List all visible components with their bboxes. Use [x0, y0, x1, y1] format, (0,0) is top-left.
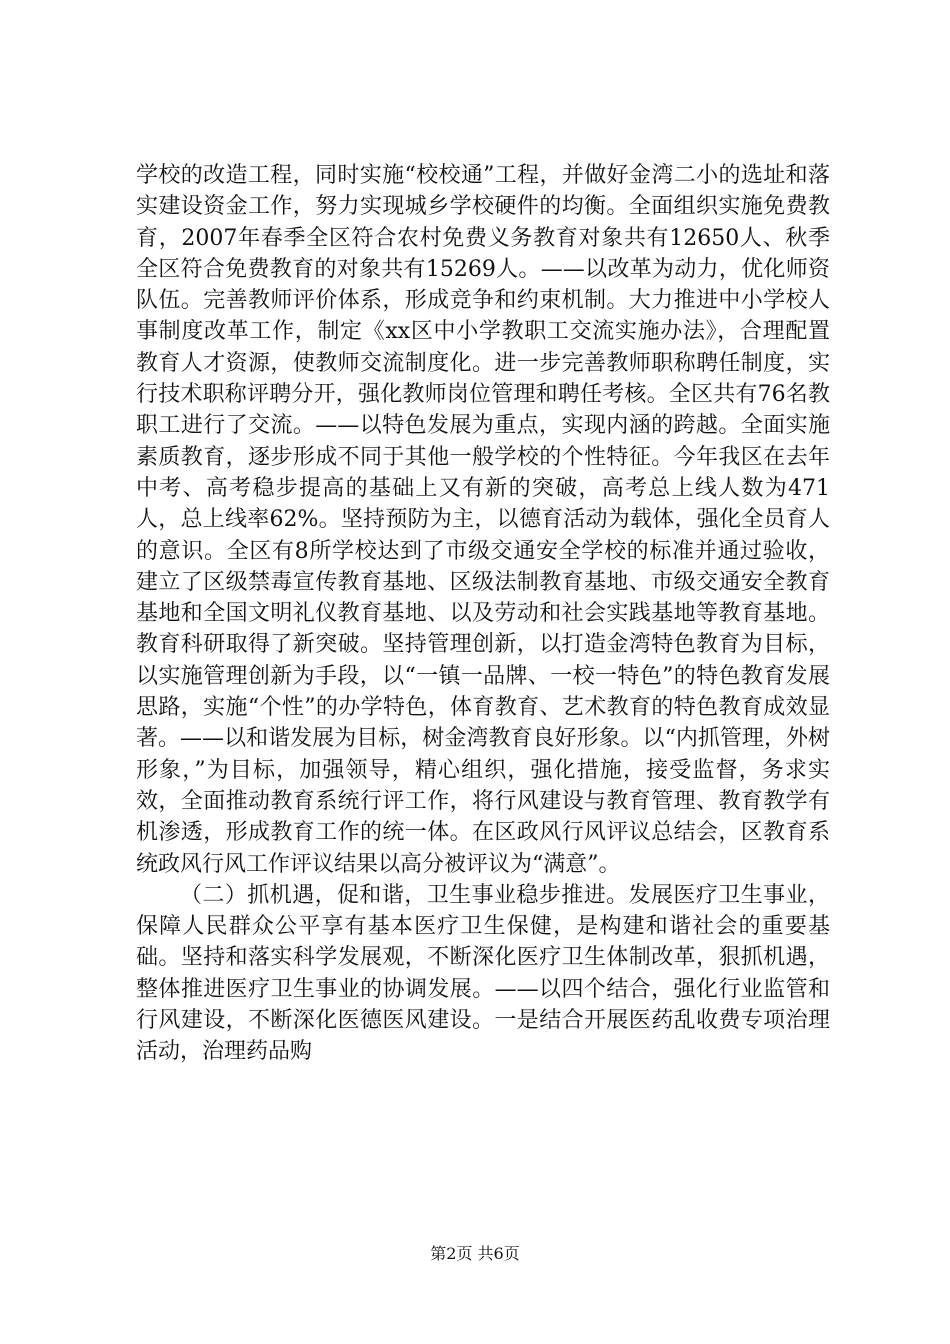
- document-body: [136, 160, 830, 1068]
- paragraph-education: 学校的改造工程，同时实施“校校通”工程，并做好金湾二小的选址和落实建设资金工作，努力实现城乡学校硬件的均衡。全面组织实施免费教育，2007年春季全区符合农村免费义务教育对象共有12650人、秋季全区符合免费教育的对象共有15269人。——以改革为动力，优化师资队伍。完善教师评价体系，形成竞争和约束机制。大力推进中小学校人事制度改革工作，制定《xx区中小学教职工交流实施办法》，合理配置教育人才资源，使教师交流制度化。进一步完善教师职称聘任制度，实行技术职称评聘分开，强化教师岗位管理和聘任考核。全区共有76名教职工进行了交流。——以特色发展为重点，实现内涵的跨越。全面实施素质教育，逐步形成不同于其他一般学校的个性特征。今年我区在去年中考、高考稳步提高的基础上又有新的突破，高考总上线人数为471人，总上线率62%。坚持预防为主，以德育活动为载体，强化全员育人的意识。全区有8所学校达到了市级交通安全学校的标准并通过验收，建立了区级禁毒宣传教育基地、区级法制教育基地、市级交通安全教育基地和全国文明礼仪教育基地、以及劳动和社会实践基地等教育基地。教育科研取得了新突破。坚持管理创新，以打造金湾特色教育为目标，以实施管理创新为手段，以“一镇一品牌、一校一特色”的特色教育发展思路，实施“个性”的办学特色，体育教育、艺术教育的特色教育成效显著。——以和谐发展为目标，树金湾教育良好形象。以“内抓管理，外树形象，”为目标，加强领导，精心组织，强化措施，接受监督，务求实效，全面推动教育系统行评工作，将行风建设与教育管理、教育教学有机渗透，形成教育工作的统一体。在区政风行风评议总结会，区教育系统政风行风工作评议结果以高分被评议为“满意”。: [136, 163, 830, 877]
- paragraph-health: （二）抓机遇，促和谐，卫生事业稳步推进。发展医疗卫生事业，保障人民群众公平享有基本医疗卫生保健，是构建和谐社会的重要基础。坚持和落实科学发展观，不断深化医疗卫生体制改革，狠抓机遇，整体推进医疗卫生事业的协调发展。——以四个结合，强化行业监管和行风建设，不断深化医德医风建设。一是结合开展医药乱收费专项治理活动，治理药品购: [136, 882, 830, 1065]
- page-footer: 第2页 共6页: [430, 1244, 520, 1263]
